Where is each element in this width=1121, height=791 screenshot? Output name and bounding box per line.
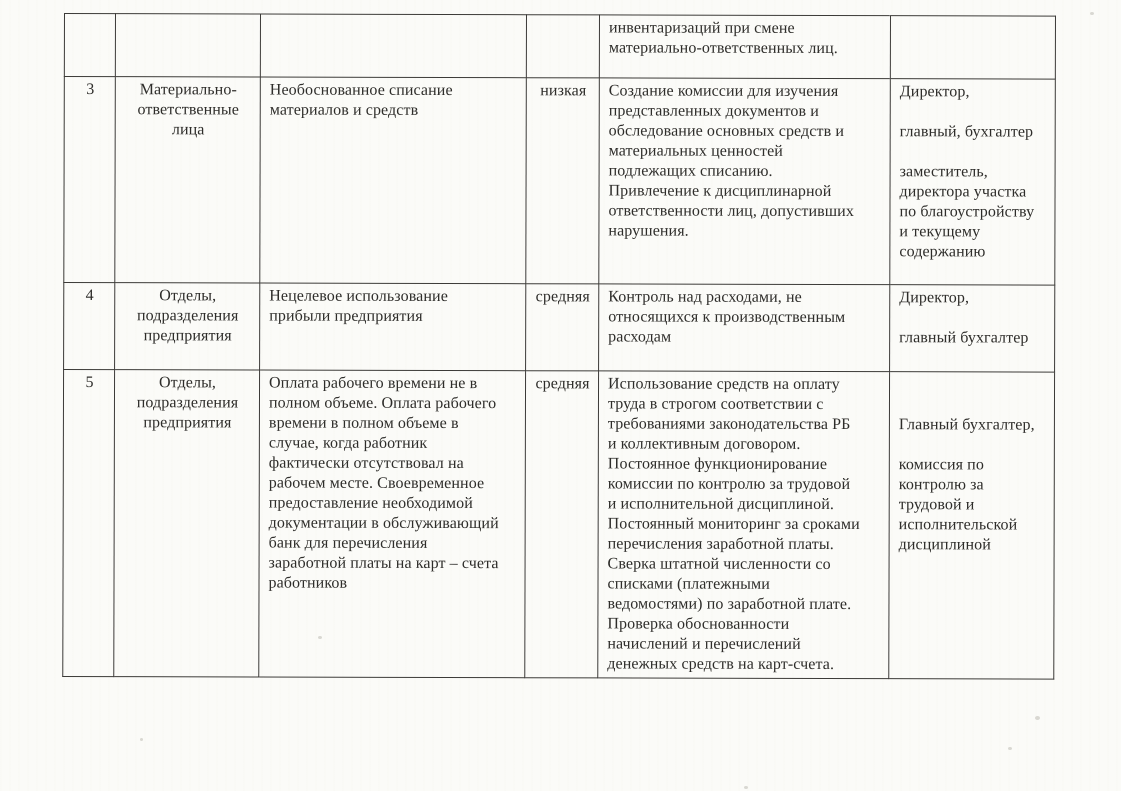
cell-responsible: Директор, главный, бухгалтер заместитель, директора участка по благоустройству и текущему содержанию (890, 79, 1056, 285)
cell-row-number: 5 (63, 370, 115, 677)
scan-speck (1090, 12, 1094, 15)
cell-measures: инвентаризаций при смене материально-ответственных лиц. (599, 15, 890, 79)
cell-measures: Создание комиссии для изучения представленных документов и обследование основных средств и материальных ценностей подлежащих списанию. Привлечение к дисциплинарной ответственности лиц, допустивших нарушения. (599, 78, 891, 285)
scan-speck (140, 738, 143, 741)
scan-speck (744, 786, 748, 789)
cell-responsible: Главный бухгалтер, комиссия по контролю за трудовой и исполнительской дисциплиной (889, 372, 1055, 679)
cell-risk-level (526, 15, 599, 78)
cell-entity: Отделы, подразделения предприятия (115, 283, 260, 370)
cell-row-number: 3 (64, 77, 116, 283)
cell-risk-level: низкая (526, 78, 600, 284)
table-row (64, 283, 1055, 373)
cell-responsible (890, 16, 1055, 79)
cell-entity (115, 14, 260, 77)
cell-entity: Материально- ответственные лица (115, 77, 261, 283)
cell-measures: Использование средств на оплату труда в строгом соответствии с требованиями законодательства РБ и коллективным договором. Постоянное функционирование комиссии по контролю за трудовой и исполнительной дисциплиной. Постоянный мониторинг за сроками перечисления заработной платы. Сверка штатной численности со списками (платежными ведомостями) по заработной плате. Проверка обоснованности начислений и перечислений денежных средств на карт-счета. (598, 371, 890, 679)
scan-speck (1008, 747, 1012, 750)
cell-risk (260, 14, 526, 78)
cell-risk: Нецелевое использование прибыли предприятия (260, 283, 526, 371)
cell-measures: Контроль над расходами, не относящихся к производственным расходам (599, 284, 890, 372)
cell-row-number (64, 14, 115, 77)
cell-risk-level: средняя (526, 284, 599, 371)
table-row (63, 370, 1055, 680)
scan-speck (1035, 716, 1040, 720)
cell-row-number: 4 (64, 283, 115, 370)
table-row (64, 14, 1055, 80)
cell-risk-level: средняя (525, 371, 599, 678)
cell-risk: Оплата рабочего времени не в полном объеме. Оплата рабочего времени в полном объеме в случае, когда работник фактически отсутствовал на рабочем месте. Своевременное предоставление необходимой документации в обслуживающий банк для перечисления заработной платы на карт – счета работников (259, 370, 526, 678)
risk-table (62, 13, 1056, 680)
cell-entity: Отделы, подразделения предприятия (114, 370, 260, 677)
cell-responsible: Директор, главный бухгалтер (890, 285, 1055, 372)
cell-risk: Необоснованное списание материалов и средств (260, 77, 527, 284)
table-row (64, 77, 1056, 286)
